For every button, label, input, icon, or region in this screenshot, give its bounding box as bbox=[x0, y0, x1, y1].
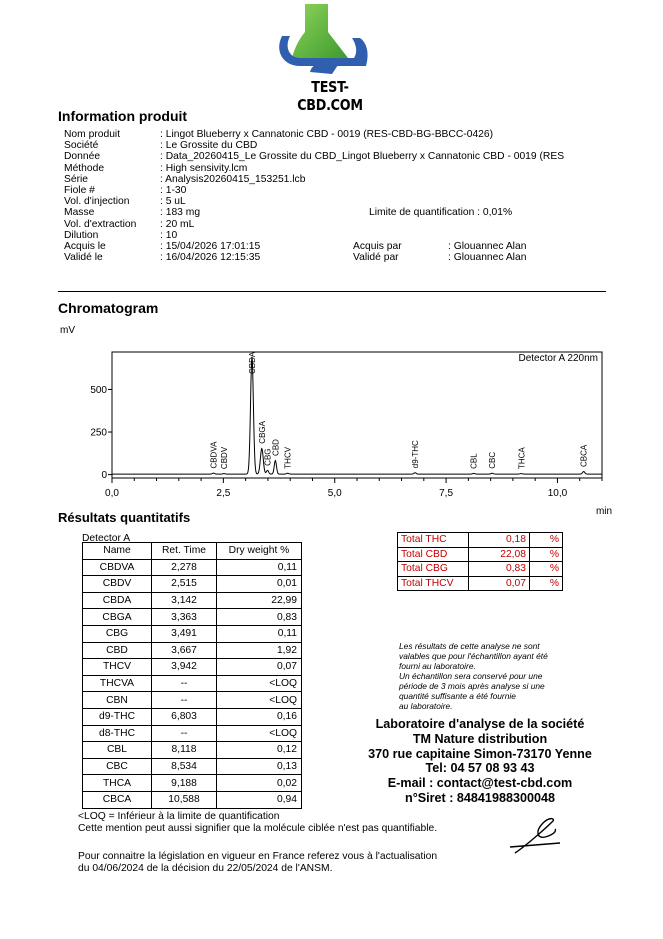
dry-weight: 0,01 bbox=[217, 576, 302, 593]
dry-weight: 0,13 bbox=[217, 758, 302, 775]
compound-name: CBD bbox=[83, 642, 152, 659]
loq-note: Cette mention peut aussi signifier que la molécule ciblée n'est pas quantifiable. bbox=[78, 823, 438, 834]
retention-time: 3,942 bbox=[152, 659, 217, 676]
info-value: : Data_20260415_Le Grossite du CBD_Lingot Blueberry x Cannatonic CBD - 0019 (RES bbox=[160, 151, 565, 163]
dry-weight: 0,12 bbox=[217, 742, 302, 759]
total-row bbox=[398, 562, 563, 577]
table-row bbox=[83, 559, 302, 576]
note-line: au laboratoire. bbox=[399, 701, 453, 711]
signal-trace bbox=[112, 357, 602, 474]
info-value: : 1-30 bbox=[160, 184, 187, 196]
info-value: : 183 mg bbox=[160, 207, 201, 219]
retention-time: 3,667 bbox=[152, 642, 217, 659]
info-row bbox=[64, 207, 564, 218]
peak-label: CBDVA bbox=[209, 441, 219, 469]
compound-name: CBDA bbox=[83, 592, 152, 609]
total-value: 0,18 bbox=[469, 533, 530, 548]
info-row bbox=[64, 174, 564, 185]
info-row bbox=[64, 140, 564, 151]
info-key: Masse bbox=[64, 207, 95, 219]
compound-name: CBCA bbox=[83, 791, 152, 808]
retention-time: 2,515 bbox=[152, 576, 217, 593]
total-row bbox=[398, 533, 563, 548]
retention-time: -- bbox=[152, 675, 217, 692]
info-value: : 15/04/2026 17:01:15 bbox=[160, 240, 261, 252]
signature bbox=[505, 815, 565, 860]
info-row bbox=[64, 163, 564, 174]
total-row bbox=[398, 547, 563, 562]
peak-label: CBG bbox=[263, 448, 273, 466]
chromatogram-title: Chromatogram bbox=[58, 300, 159, 316]
dry-weight: <LOQ bbox=[217, 725, 302, 742]
table-row bbox=[83, 708, 302, 725]
peak-label: THCV bbox=[283, 446, 293, 469]
table-row bbox=[83, 625, 302, 642]
info-value: : 20 mL bbox=[160, 218, 195, 230]
table-row bbox=[83, 725, 302, 742]
info-value: : 16/04/2026 12:15:35 bbox=[160, 252, 261, 264]
compound-name: CBN bbox=[83, 692, 152, 709]
table-row bbox=[83, 659, 302, 676]
legal-line-2: du 04/06/2024 de la décision du 22/05/2024 de l'ANSM. bbox=[78, 863, 333, 874]
note-line: Les résultats de cette analyse ne sont bbox=[399, 641, 540, 651]
column-header: Ret. Time bbox=[152, 543, 217, 560]
retention-time: 3,491 bbox=[152, 625, 217, 642]
retention-time: -- bbox=[152, 725, 217, 742]
compound-name: THCA bbox=[83, 775, 152, 792]
info-value: : Glouannec Alan bbox=[448, 240, 527, 252]
info-key: Dilution bbox=[64, 229, 99, 241]
info-key: Société bbox=[64, 140, 99, 152]
x-tick-label: 0,0 bbox=[105, 488, 119, 499]
lab-line: Laboratoire d'analyse de la société bbox=[375, 717, 585, 731]
info-row bbox=[64, 241, 564, 252]
logo-text: TEST-CBD.COM bbox=[297, 78, 363, 114]
info-row bbox=[64, 219, 564, 230]
compound-name: CBC bbox=[83, 758, 152, 775]
note-line: Un échantillon sera conservé pour une bbox=[399, 671, 543, 681]
dry-weight: 0,11 bbox=[217, 625, 302, 642]
y-tick-label: 250 bbox=[90, 427, 107, 439]
note-line: valables que pour l'échantillon ayant été bbox=[399, 651, 548, 661]
dry-weight: 0,83 bbox=[217, 609, 302, 626]
info-key: Méthode bbox=[64, 162, 105, 174]
info-key: Validé le bbox=[64, 252, 103, 264]
table-row bbox=[83, 758, 302, 775]
compound-name: CBL bbox=[83, 742, 152, 759]
total-value: 0,07 bbox=[469, 576, 530, 591]
divider bbox=[58, 291, 606, 292]
table-row bbox=[83, 791, 302, 808]
retention-time: 8,118 bbox=[152, 742, 217, 759]
total-name: Total THC bbox=[398, 533, 469, 548]
total-row bbox=[398, 576, 563, 591]
total-name: Total CBD bbox=[398, 547, 469, 562]
note-line: période de 3 mois après analyse si une bbox=[399, 681, 545, 691]
disclaimer-note bbox=[399, 641, 609, 711]
info-row bbox=[64, 230, 564, 241]
info-value: : Glouannec Alan bbox=[448, 252, 527, 264]
retention-time: 8,534 bbox=[152, 758, 217, 775]
total-unit: % bbox=[530, 562, 563, 577]
info-value: : High sensivity.lcm bbox=[160, 162, 248, 174]
total-name: Total CBG bbox=[398, 562, 469, 577]
retention-time: 2,278 bbox=[152, 559, 217, 576]
peak-label: CBL bbox=[469, 453, 479, 469]
info-row bbox=[64, 129, 564, 140]
totals-table bbox=[397, 532, 563, 591]
detector-annotation: Detector A 220nm bbox=[518, 353, 598, 364]
info-key: Fiole # bbox=[64, 184, 95, 196]
table-row bbox=[83, 742, 302, 759]
lab-line: E-mail : contact@test-cbd.com bbox=[387, 776, 573, 791]
retention-time: 9,188 bbox=[152, 775, 217, 792]
note-line: quantité suffisante a été fournie bbox=[399, 691, 516, 701]
compound-name: CBG bbox=[83, 625, 152, 642]
compound-name: CBGA bbox=[83, 609, 152, 626]
info-key: Nom produit bbox=[64, 129, 121, 140]
info-key: Acquis le bbox=[64, 240, 106, 252]
legal-line-1: Pour connaitre la législation en vigueur en France referez vous à l'actualisation bbox=[78, 851, 438, 862]
total-value: 22,08 bbox=[469, 547, 530, 562]
info-key: Validé par bbox=[353, 252, 399, 264]
info-value: : Le Grossite du CBD bbox=[160, 140, 258, 152]
column-header: Name bbox=[83, 543, 152, 560]
peak-label: CBDA bbox=[247, 351, 257, 374]
compound-name: THCVA bbox=[83, 675, 152, 692]
info-value: : 5 uL bbox=[160, 196, 186, 208]
total-unit: % bbox=[530, 576, 563, 591]
y-tick-label: 500 bbox=[90, 384, 107, 396]
info-block bbox=[64, 129, 564, 263]
lab-line: 370 rue capitaine Simon-73170 Yenne bbox=[368, 746, 592, 761]
peak-label: THCA bbox=[517, 447, 527, 470]
peak-label: CBDV bbox=[220, 446, 230, 470]
lab-line: Tel: 04 57 08 93 43 bbox=[425, 761, 535, 776]
dry-weight: 1,92 bbox=[217, 642, 302, 659]
dry-weight: 0,07 bbox=[217, 659, 302, 676]
results-table bbox=[82, 542, 302, 809]
info-key: Série bbox=[64, 173, 89, 185]
total-unit: % bbox=[530, 533, 563, 548]
info-row bbox=[64, 151, 564, 162]
info-key: Acquis par bbox=[353, 240, 402, 252]
info-row bbox=[64, 252, 564, 263]
x-tick-label: 7,5 bbox=[439, 488, 454, 499]
detector-label: Detector A bbox=[82, 533, 131, 544]
table-header bbox=[83, 543, 302, 560]
info-key: Donnée bbox=[64, 151, 101, 163]
total-name: Total THCV bbox=[398, 576, 469, 591]
dry-weight: 0,02 bbox=[217, 775, 302, 792]
compound-name: CBDV bbox=[83, 576, 152, 593]
y-axis-label: mV bbox=[60, 325, 75, 336]
info-value: : Lingot Blueberry x Cannatonic CBD - 0019 (RES-CBD-BG-BBCC-0426) bbox=[160, 129, 494, 140]
retention-time: 6,803 bbox=[152, 708, 217, 725]
table-row bbox=[83, 592, 302, 609]
column-header: Dry weight % bbox=[217, 543, 302, 560]
compound-name: d9-THC bbox=[83, 708, 152, 725]
plot-frame bbox=[112, 352, 602, 478]
info-value: : 10 bbox=[160, 229, 178, 241]
peak-label: CBC bbox=[488, 451, 498, 469]
loq-definition: <LOQ = Inférieur à la limite de quantification bbox=[78, 811, 280, 822]
peak-label: CBGA bbox=[257, 421, 267, 444]
x-tick-label: 10,0 bbox=[547, 488, 568, 499]
table-row bbox=[83, 642, 302, 659]
dry-weight: 22,99 bbox=[217, 592, 302, 609]
compound-name: THCV bbox=[83, 659, 152, 676]
info-key: Vol. d'injection bbox=[64, 196, 130, 208]
retention-time: 3,142 bbox=[152, 592, 217, 609]
dry-weight: 0,11 bbox=[217, 559, 302, 576]
total-unit: % bbox=[530, 547, 563, 562]
lab-line: TM Nature distribution bbox=[412, 731, 548, 746]
table-row bbox=[83, 576, 302, 593]
dry-weight: 0,94 bbox=[217, 791, 302, 808]
compound-name: d8-THC bbox=[83, 725, 152, 742]
chromatogram-chart bbox=[60, 320, 620, 515]
table-row bbox=[83, 609, 302, 626]
x-tick-label: 5,0 bbox=[327, 488, 342, 499]
dry-weight: 0,16 bbox=[217, 708, 302, 725]
x-tick-label: 2,5 bbox=[216, 488, 231, 499]
table-row bbox=[83, 675, 302, 692]
peak-label: CBCA bbox=[579, 444, 589, 468]
peak-label: d9-THC bbox=[411, 440, 421, 469]
lab-line: n°Siret : 84841988300048 bbox=[405, 790, 555, 805]
retention-time: 10,588 bbox=[152, 791, 217, 808]
table-row bbox=[83, 775, 302, 792]
quantification-limit: Limite de quantification : 0,01% bbox=[369, 207, 513, 219]
info-title: Information produit bbox=[58, 108, 188, 124]
table-row bbox=[83, 692, 302, 709]
dry-weight: <LOQ bbox=[217, 692, 302, 709]
info-row bbox=[64, 196, 564, 207]
x-axis-label: min bbox=[595, 506, 613, 515]
info-value: : Analysis20260415_153251.lcb bbox=[160, 173, 306, 185]
info-key: Vol. d'extraction bbox=[64, 218, 137, 230]
retention-time: -- bbox=[152, 692, 217, 709]
dry-weight: <LOQ bbox=[217, 675, 302, 692]
retention-time: 3,363 bbox=[152, 609, 217, 626]
compound-name: CBDVA bbox=[83, 559, 152, 576]
peak-label: CBD bbox=[271, 439, 281, 456]
info-row bbox=[64, 185, 564, 196]
total-value: 0,83 bbox=[469, 562, 530, 577]
results-title: Résultats quantitatifs bbox=[58, 510, 191, 525]
y-tick-label: 0 bbox=[101, 470, 107, 482]
note-line: fourni au laboratoire. bbox=[399, 661, 476, 671]
lab-info bbox=[346, 717, 614, 806]
